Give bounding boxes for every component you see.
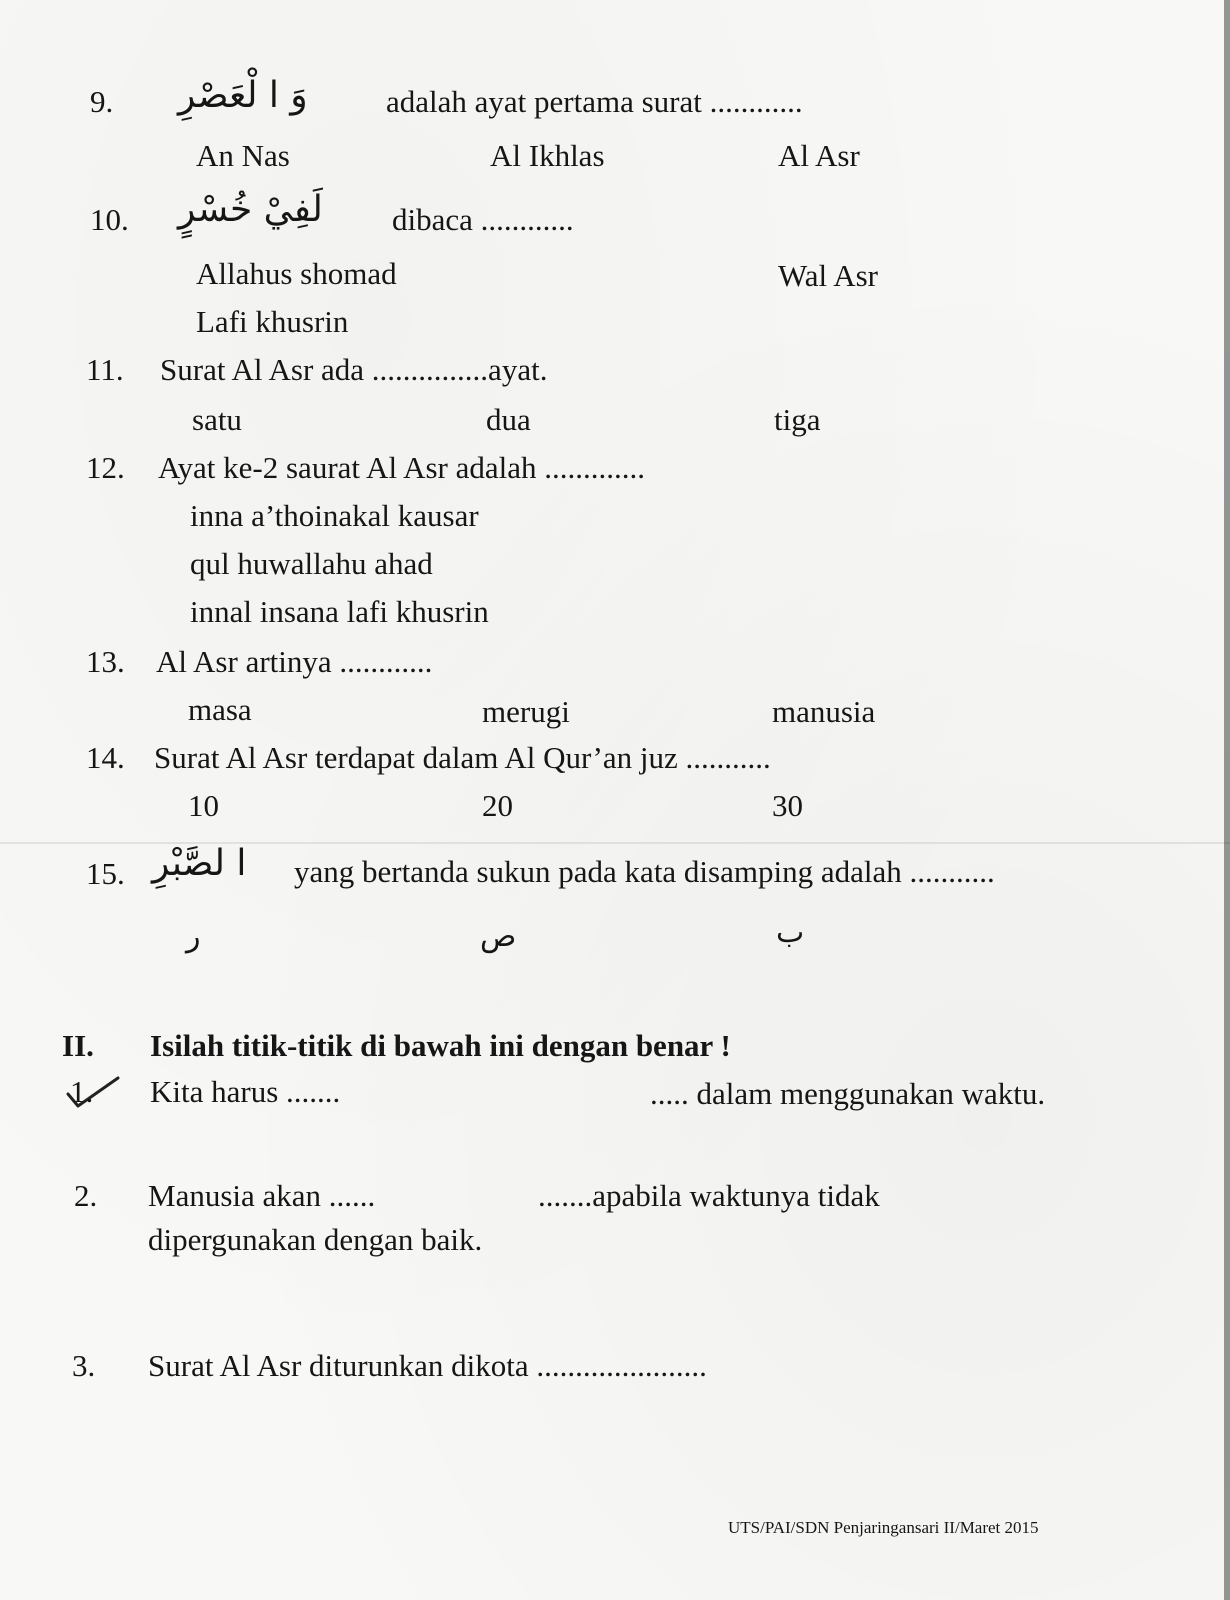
option: masa (188, 692, 252, 727)
option: Al Asr (778, 138, 860, 173)
question-number: 9. (90, 84, 114, 119)
footer-text: UTS/PAI/SDN Penjaringansari II/Maret 2015 (728, 1518, 1039, 1537)
question-text: Surat Al Asr terdapat dalam Al Qur’an juz ........... (154, 740, 771, 775)
arabic-option: ب (776, 915, 805, 950)
arabic-option: ص (480, 919, 517, 954)
section-title: Isilah titik-titik di bawah ini dengan benar ! (150, 1028, 731, 1063)
option: inna a’thoinakal kausar (190, 498, 479, 533)
question-text: dibaca ............ (392, 202, 574, 237)
item-text: ..... dalam menggunakan waktu. (650, 1076, 1046, 1111)
section-number: II. (62, 1028, 94, 1063)
item-number: 1. (70, 1074, 94, 1109)
option: qul huwallahu ahad (190, 546, 433, 581)
option: Lafi khusrin (196, 304, 349, 339)
option: merugi (482, 694, 570, 729)
item-text: dipergunakan dengan baik. (148, 1222, 483, 1257)
option: Al Ikhlas (490, 138, 605, 173)
item-number: 3. (72, 1348, 96, 1383)
option: Wal Asr (778, 258, 878, 293)
question-number: 15. (86, 856, 125, 891)
question-number: 10. (90, 202, 129, 237)
option: innal insana lafi khusrin (190, 594, 489, 629)
option: satu (192, 402, 242, 437)
question-number: 11. (86, 352, 124, 387)
item-text: Manusia akan ...... (148, 1178, 376, 1213)
option: Allahus shomad (196, 256, 397, 291)
question-number: 13. (86, 644, 125, 679)
option: 10 (188, 788, 219, 823)
arabic-option: ر (186, 919, 201, 954)
option: dua (486, 402, 531, 437)
item-text: Kita harus ....... (150, 1074, 341, 1109)
option: 30 (772, 788, 803, 823)
question-number: 14. (86, 740, 125, 775)
page-edge-shadow (1224, 0, 1230, 1600)
item-number: 2. (74, 1178, 98, 1213)
arabic-text: وَ ا لْعَصْرِ (178, 75, 308, 116)
question-text: Ayat ke-2 saurat Al Asr adalah ............. (158, 450, 646, 485)
question-text: yang bertanda sukun pada kata disamping adalah ........... (294, 854, 995, 889)
option: tiga (774, 402, 821, 437)
question-number: 12. (86, 450, 125, 485)
item-text: .......apabila waktunya tidak (538, 1178, 880, 1213)
option: An Nas (196, 138, 290, 173)
question-text: Al Asr artinya ............ (156, 644, 433, 679)
option: manusia (772, 694, 876, 729)
question-text: Surat Al Asr ada ...............ayat. (160, 352, 548, 387)
question-text: adalah ayat pertama surat ............ (386, 84, 803, 119)
option: 20 (482, 788, 513, 823)
arabic-text: لَفِيْ خُسْرٍ (178, 189, 323, 230)
item-text: Surat Al Asr diturunkan dikota ...................... (148, 1348, 707, 1383)
arabic-text: ا لصَّبْرِ (152, 843, 247, 884)
